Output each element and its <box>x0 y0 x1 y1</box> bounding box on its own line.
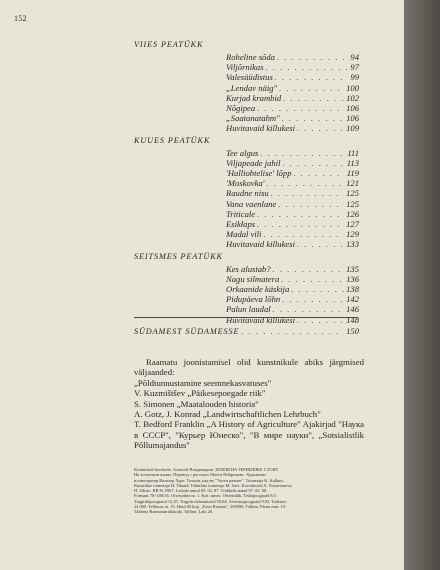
toc-entry-page: 125 <box>346 188 359 199</box>
toc-entry <box>134 199 359 209</box>
leader-dots <box>257 103 344 113</box>
background-edge <box>404 0 440 570</box>
toc-entry-title: Nõgipea <box>226 103 256 114</box>
leader-dots <box>282 113 344 123</box>
imprint-line: Formaat 70×100/16. Ofsetpaber nr. 1. Kiri: times. Ofsettrükk. Trükipoognaid 8,5. <box>134 493 277 499</box>
toc-entry-page: 138 <box>346 284 359 295</box>
toc-entry-page: 109 <box>346 123 359 134</box>
toc-entry <box>134 103 359 113</box>
imprint-line: Tingtrükipoognaid 12,35. Tingvärvitõmmiseid 50,04. Arvestuspoognaid 9,92. Trükiarv <box>134 498 287 504</box>
publication-imprint <box>134 467 364 515</box>
toc-entry <box>134 178 359 188</box>
credits-sources: T. Bedford Franklin „A History of Agriculture" Ajakirjad "Наука в СССР", "Курьер Юнеско", "В мире науки", „Sotsialistlik Põllumajandus" <box>134 419 364 451</box>
toc-entry <box>134 274 359 284</box>
toc-entry-title: Vana vaenlane <box>226 198 277 209</box>
leader-dots <box>297 239 344 249</box>
leader-dots <box>281 274 344 284</box>
illustration-credits <box>134 357 364 451</box>
toc-entry-title: Triticale <box>226 208 256 219</box>
toc-entry-title: Viljõrnikas <box>226 62 264 73</box>
toc-entry-page: 129 <box>346 229 359 240</box>
leader-dots <box>267 178 345 188</box>
toc-entry-page: 119 <box>346 168 359 179</box>
toc-entry <box>134 209 359 219</box>
toc-entry <box>134 304 359 314</box>
leader-dots <box>277 52 348 62</box>
toc-entry-title: Esikłaps <box>226 219 256 230</box>
toc-entry <box>134 168 359 178</box>
toc-entry <box>134 188 359 198</box>
leader-dots <box>241 326 344 336</box>
credits-line: A. Gotz, J. Konrad „Landwirtschaftlichen Lehrbuch" <box>134 409 321 420</box>
toc-entry-page: 99 <box>350 72 359 83</box>
leader-dots <box>278 199 344 209</box>
toc-entry <box>134 219 359 229</box>
toc-entry-title: Madal vili <box>226 229 262 240</box>
toc-entry-page: 126 <box>346 208 359 219</box>
toc-entry-title: Valesüüdistus <box>226 72 273 83</box>
credits-line: S. Simonen „Maatalouden historia" <box>134 398 259 409</box>
page-number: 152 <box>14 14 27 23</box>
toc-entry-page: 121 <box>346 178 359 189</box>
chapter-heading: KUUES PEATÜKK <box>134 135 211 145</box>
toc-entry-title: 'Halliohtelise' lõpp <box>226 168 292 179</box>
table-of-contents <box>134 38 359 339</box>
credits-intro: Raamatu joonistamisel olid kunstnikule abiks järgmised väljaanded: <box>134 357 364 378</box>
toc-entry <box>134 52 359 62</box>
toc-entry-page: 146 <box>346 304 359 315</box>
toc-entry-title: 'Moskovka' <box>226 178 265 189</box>
imprint-line: На эстонском языке. Перевод с русского Матти Пейрсманс. Художник- <box>134 472 267 478</box>
toc-entry-title: Tee algus <box>226 147 259 158</box>
toc-entry-title: Viljapeade jahil <box>226 157 281 168</box>
toc-entry-title: SÜDAMEST SÜDAMESSE <box>134 326 240 336</box>
toc-entry-title: Pidupäeva lõhn <box>226 294 281 305</box>
leader-dots <box>275 72 349 82</box>
toc-entry-title: Nagu silmatera <box>226 273 280 284</box>
chapter-heading: SEITSMES PEATÜKK <box>134 251 223 261</box>
toc-entry-title: Kes alustab? <box>226 263 271 274</box>
toc-entry-title: Huvitavaid killukesi <box>226 123 295 134</box>
toc-final-entry <box>134 325 359 339</box>
toc-entry-page: 125 <box>346 198 359 209</box>
credits-line: V. Kuzmištšev „Päikesepoegade riik" <box>134 388 266 399</box>
leader-dots <box>264 229 345 239</box>
toc-entry-page: 150 <box>346 325 359 336</box>
leader-dots <box>266 62 349 72</box>
leader-dots <box>282 294 344 304</box>
toc-entry-page: 113 <box>346 157 359 168</box>
toc-entry-title: Palun laudal <box>226 304 271 315</box>
toc-entry <box>134 62 359 72</box>
toc-entry <box>134 113 359 123</box>
toc-entry-title: Roheline sõda <box>226 52 275 62</box>
toc-entry-page: 94 <box>350 52 359 62</box>
leader-dots <box>271 188 344 198</box>
leader-dots <box>294 168 345 178</box>
toc-entry <box>134 284 359 294</box>
toc-entry <box>134 239 359 249</box>
toc-entry <box>134 123 359 133</box>
imprint-line: Kunstiline toimetaja H. Tikand. Tehniline toimetaja M. Savi. Korrektorid A. Vissarionova, <box>134 482 293 488</box>
toc-entry-title: Raudne nisu <box>226 188 269 199</box>
leader-dots <box>273 304 344 314</box>
leader-dots <box>283 158 345 168</box>
chapter-heading: VIIES PEATÜKK <box>134 40 204 49</box>
leader-dots <box>291 284 344 294</box>
toc-entry-title: Huvitavaid killukesi <box>226 314 295 325</box>
toc-entry <box>134 83 359 93</box>
toc-entry <box>134 229 359 239</box>
toc-entry <box>134 93 359 103</box>
toc-entry-title: Huvitavaid killukesi <box>226 239 295 250</box>
toc-entry-page: 148 <box>346 314 359 325</box>
toc-entry-page: 127 <box>346 219 359 230</box>
toc-entry-page: 142 <box>346 294 359 305</box>
toc-entry <box>134 72 359 82</box>
leader-dots <box>260 148 345 158</box>
imprint-line: H. Siliste. RB № 5967. Laduda antud 05. 02. 87. Trükkida antud 07. 02. 88. <box>134 488 268 494</box>
toc-entry-page: 135 <box>346 263 359 274</box>
leader-dots <box>257 209 344 219</box>
toc-entry-page: 133 <box>346 239 359 250</box>
leader-dots <box>279 83 344 93</box>
credits-line: „Põldtunnustamine seemnekasvatuses" <box>134 377 272 388</box>
toc-entry-page: 100 <box>346 82 359 93</box>
toc-entry-title: Kurjad krambid <box>226 92 282 103</box>
leader-dots <box>273 264 344 274</box>
imprint-line: Keskmiselt koolisele. Алексей Владимиров. ЗЕМЛЯ НА ЗЕРНЫШКЕ СТОИТ. <box>134 467 279 472</box>
divider-rule <box>134 317 358 318</box>
toc-entry <box>134 148 359 158</box>
toc-entry-page: 102 <box>346 92 359 103</box>
toc-entry-page: 106 <box>346 113 359 124</box>
toc-entry-page: 136 <box>346 273 359 284</box>
toc-entry-page: 106 <box>346 103 359 114</box>
imprint-line: иллюстратор Вальтер Хурт. Таллин, изд-во "Ээсти раамат". Toimetaja K. Kalkun. <box>134 477 284 483</box>
toc-entry <box>134 294 359 304</box>
leader-dots <box>297 123 344 133</box>
toc-entry <box>134 158 359 168</box>
toc-entry-title: Orkaanide käskija <box>226 284 290 295</box>
toc-entry-page: 111 <box>347 147 359 158</box>
toc-entry-title: „Saatanatahm" <box>226 113 280 124</box>
leader-dots <box>257 219 344 229</box>
leader-dots <box>283 93 344 103</box>
toc-entry <box>134 264 359 274</box>
imprint-line: Tallinna Raamatutrükikoda, Tallinn, Laki 26. <box>134 509 214 515</box>
imprint-line: 24 000. Tellimus nr. 19. Hind 60 kop. „Eesti Raamat", 200090, Tallinn, Pärnu mnt. 10. <box>134 504 286 510</box>
toc-entry-title: „Lendav näig" <box>226 82 278 93</box>
toc-entry-page: 97 <box>350 62 359 73</box>
